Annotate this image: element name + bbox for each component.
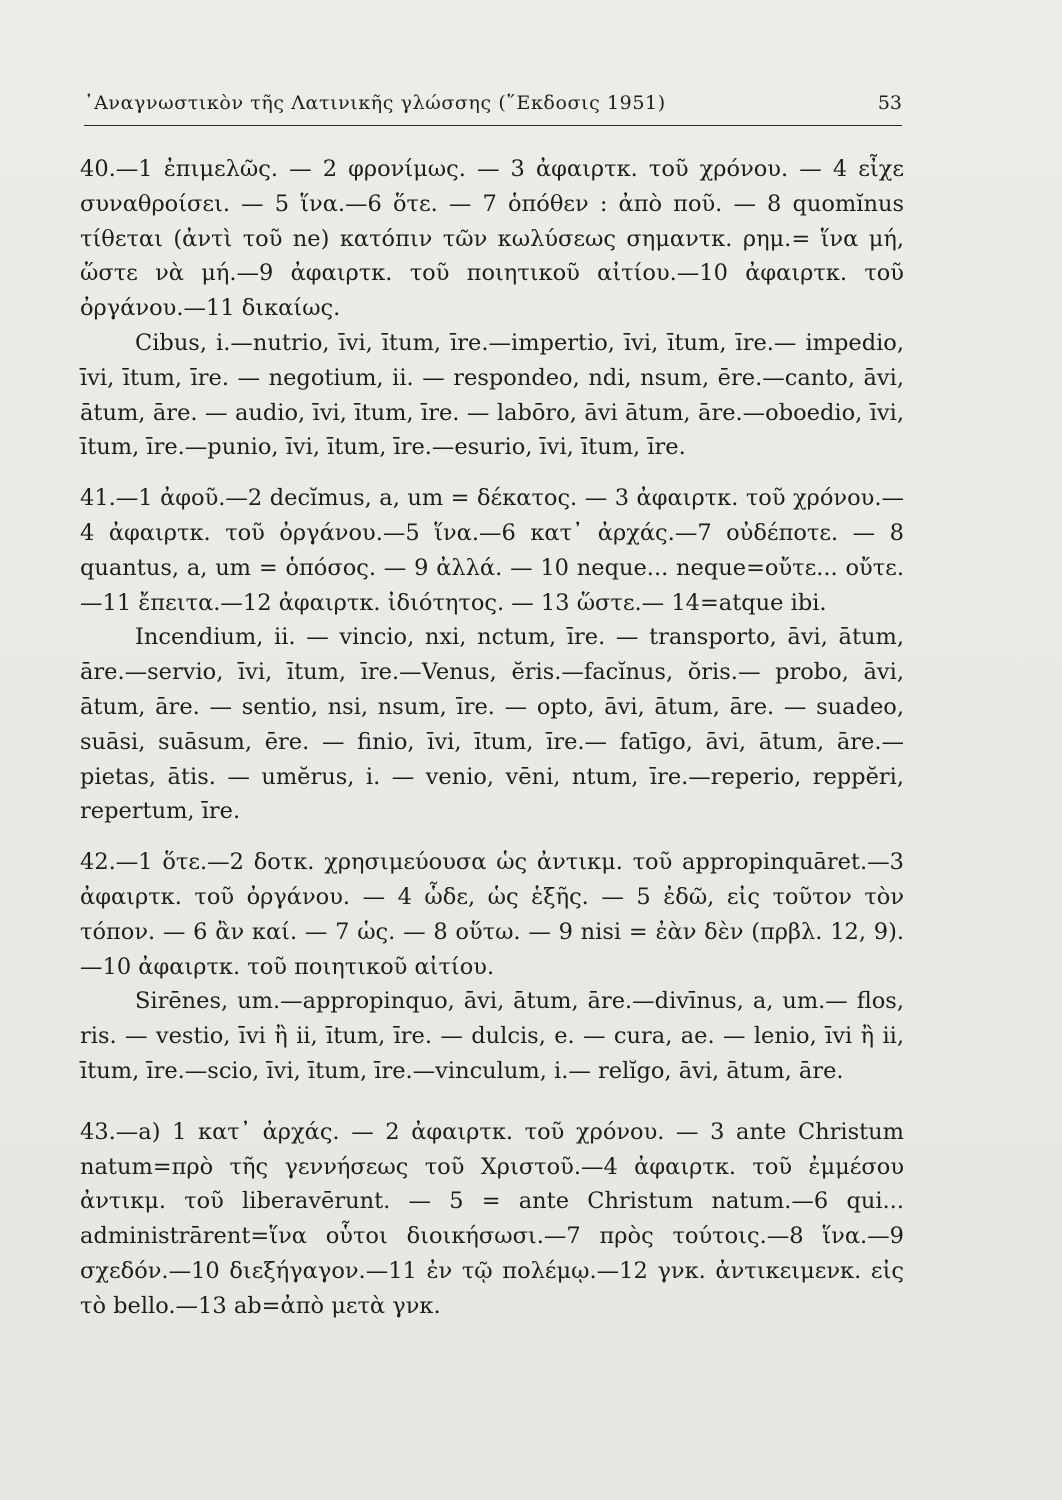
page-number: 53 [877,92,902,114]
vocabulary-40: Cibus, i.—nutrio, īvi, ītum, īre.—impertio, īvi, ītum, īre.— impedio, īvi, ītum, īre. — negotium, ii. — respondeo, ndi, nsum, ēre.—canto, āvi, ātum, āre. — audio, īvi, ītum, īre. — labōro, āvi ātum, āre.—oboedio, īvi, ītum, īre.—punio, īvi, ītum, īre.—esurio, īvi, ītum, īre. [80,329,904,461]
header-title: ᾿Αναγνωστικὸν τῆς Λατινικῆς γλώσσης (῞Εκδοσις 1951) [84,92,666,114]
exercise-notes-42 [80,845,904,984]
exercise-notes-text-40: —1 ἐπιμελῶς. — 2 φρονίμως. — 3 ἀφαιρτκ. τοῦ χρόνου. — 4 εἶχε συναθροίσει. — 5 ἵνα.—6 ὅτε. — 7 ὁπόθεν : ἀπὸ ποῦ. — 8 quomĭnus τίθεται (ἀντὶ τοῦ ne) κατόπιν τῶν κωλύσεως σημαντκ. ρημ.= ἵνα μή, ὥστε νὰ μή.—9 ἀφαιρτκ. τοῦ ποιητικοῦ αἰτίου.—10 ἀφαιρτκ. τοῦ ὀργάνου.—11 δικαίως. [80,156,904,322]
exercise-notes-41 [80,481,904,620]
exercise-notes-text-43: —a) 1 κατ᾽ ἀρχάς. — 2 ἀφαιρτκ. τοῦ χρόνου. — 3 ante Christum natum=πρὸ τῆς γεννήσεως τοῦ Χριστοῦ.—4 ἀφαιρτκ. τοῦ ἐμμέσου ἀντικμ. τοῦ liberavērunt. — 5 = ante Christum natum.—6 qui... administrārent=ἵνα οὗτοι διοικήσωσι.—7 πρὸς τούτοις.—8 ἵνα.—9 σχεδόν.—10 διεξήγαγον.—11 ἐν τῷ πολέμῳ.—12 γνκ. ἀντικειμενκ. εἰς τὸ bello.—13 ab=ἀπὸ μετὰ γνκ. [80,1118,904,1319]
vocabulary-42: Sirēnes, um.—appropinquo, āvi, ātum, āre.—divīnus, a, um.— flos, ris. — vestio, īvi ἢ ii, ītum, īre. — dulcis, e. — cura, ae. — lenio, īvi ἢ ii, ītum, īre.—scio, īvi, ītum, īre.—vinculum, i.— relĭgo, āvi, ātum, āre. [80,988,904,1084]
page-body [80,152,904,1324]
exercise-number-43: 43. [80,1118,116,1145]
exercise-number-41: 41. [80,485,116,512]
exercise-notes-40 [80,152,904,326]
running-header [84,89,902,126]
exercise-notes-text-42: —1 ὅτε.—2 δοτκ. χρησιμεύουσα ὡς ἀντικμ. τοῦ appropinquāret.—3 ἀφαιρτκ. τοῦ ὀργάνου. — 4 ὧδε, ὡς ἑξῆς. — 5 ἐδῶ, εἰς τοῦτον τὸν τόπον. — 6 ἂν καί. — 7 ὡς. — 8 οὕτω. — 9 nisi = ἐὰν δὲν (πρβλ. 12, 9).—10 ἀφαιρτκ. τοῦ ποιητικοῦ αἰτίου. [80,849,904,980]
vocabulary-41: Incendium, ii. — vincio, nxi, nctum, īre. — transporto, āvi, ātum, āre.—servio, īvi, ītum, īre.—Venus, ĕris.—facĭnus, ŏris.— probo, āvi, ātum, āre. — sentio, nsi, nsum, īre. — opto, āvi, ātum, āre. — suadeo, suāsi, suāsum, ēre. — finio, īvi, ītum, īre.— fatīgo, āvi, ātum, āre.—pietas, ātis. — umĕrus, i. — venio, vēni, ntum, īre.—reperio, reppĕri, repertum, īre. [80,624,904,825]
exercise-number-42: 42. [80,849,116,876]
exercise-notes-43 [80,1115,904,1324]
exercise-number-40: 40. [80,156,116,182]
exercise-notes-text-41: —1 ἀφοῦ.—2 decĭmus, a, um = δέκατος. — 3 ἀφαιρτκ. τοῦ χρόνου.—4 ἀφαιρτκ. τοῦ ὀργάνου.—5 ἵνα.—6 κατ᾽ ἀρχάς.—7 οὐδέποτε. — 8 quantus, a, um = ὁπόσος. — 9 ἀλλά. — 10 neque... neque=οὔτε... οὔτε.—11 ἔπειτα.—12 ἀφαιρτκ. ἰδιότητος. — 13 ὥστε.— 14=atque ibi. [80,485,904,616]
